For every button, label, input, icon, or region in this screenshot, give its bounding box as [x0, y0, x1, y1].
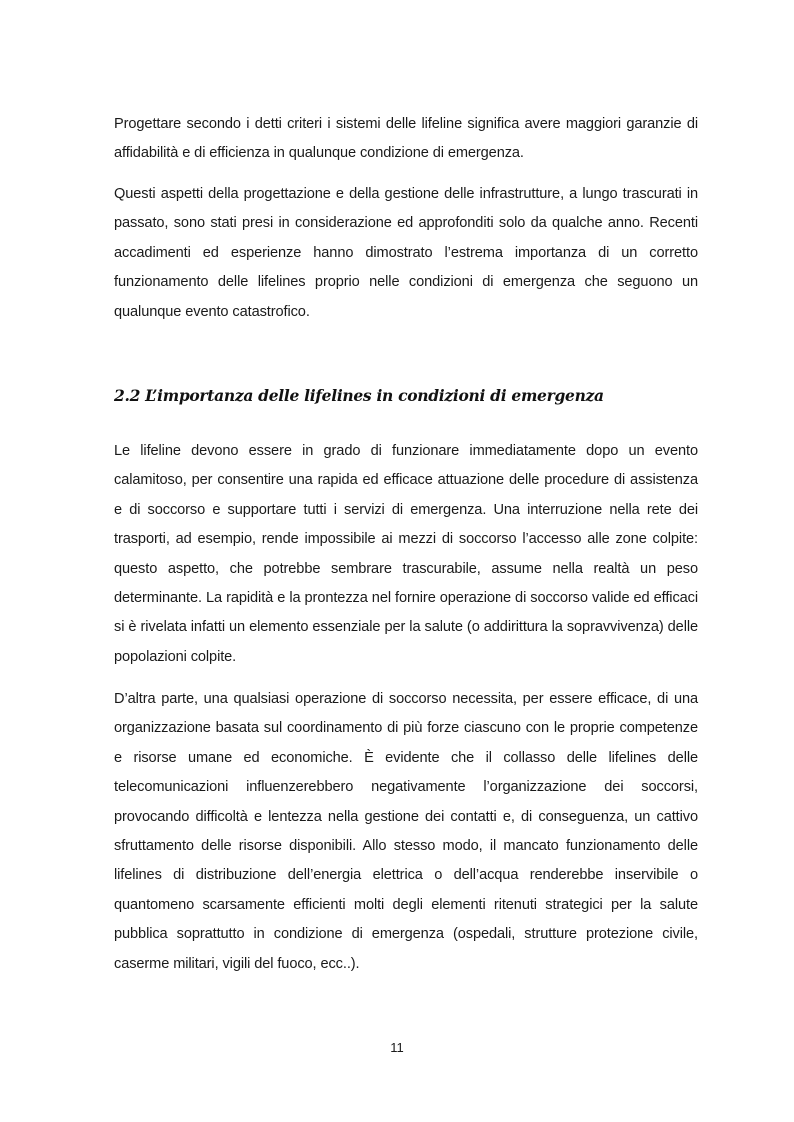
paragraph-design-criteria: Progettare secondo i detti criteri i sistemi delle lifeline significa avere maggiori garanzie di affidabilità e di efficienza in qualunque condizione di emergenza. — [114, 116, 698, 162]
paragraph-lifeline-function: Le lifeline devono essere in grado di funzionare immediatamente dopo un evento calamitoso, per consentire una rapida ed efficace attuazione delle procedure di assistenza e di soccorso e supportare tutti i servizi di emergenza. Una interruzione nella rete dei trasporti, ad esempio, rende impossibile ai mezzi di soccorso l’accesso alle zone colpite: questo aspetto, che potrebbe sembrare trascurabile, assume nella realtà un peso determinante. La rapidità e la prontezza nel fornire operazione di soccorso valide ed efficaci si è rivelata infatti un elemento essenziale per la salute (o addirittura la sopravvivenza) delle popolazioni colpite. — [114, 443, 698, 665]
section-heading: 2.2 L’importanza delle lifelines in condizioni di emergenza — [114, 386, 604, 405]
paragraph-infrastructure-aspects: Questi aspetti della progettazione e della gestione delle infrastrutture, a lungo trascurati in passato, sono stati presi in considerazione ed approfonditi solo da qualche anno. Recenti accadimenti ed esperienze hanno dimostrato l’estrema importanza di un corretto funzionamento delle lifelines proprio nelle condizioni di emergenza che seguono un qualunque evento catastrofico. — [114, 186, 698, 320]
paragraph-rescue-organization: D’altra parte, una qualsiasi operazione di soccorso necessita, per essere efficace, di una organizzazione basata sul coordinamento di più forze ciascuno con le proprie competenze e risorse umane ed economiche. È evidente che il collasso delle lifelines delle telecomunicazioni influenzerebbero negativamente l’organizzazione dei soccorsi, provocando difficoltà e lentezza nella gestione dei contatti e, di conseguenza, un cattivo sfruttamento delle risorse disponibili. Allo stesso modo, il mancato funzionamento delle lifelines di distribuzione dell’energia elettrica o dell’acqua renderebbe inservibile o quantomeno scarsamente efficienti molti degli elementi ritenuti strategici per la salute pubblica soprattutto in condizione di emergenza (ospedali, strutture protezione civile, caserme militari, vigili del fuoco, ecc..). — [114, 691, 698, 972]
page-number: 11 — [390, 1040, 404, 1055]
